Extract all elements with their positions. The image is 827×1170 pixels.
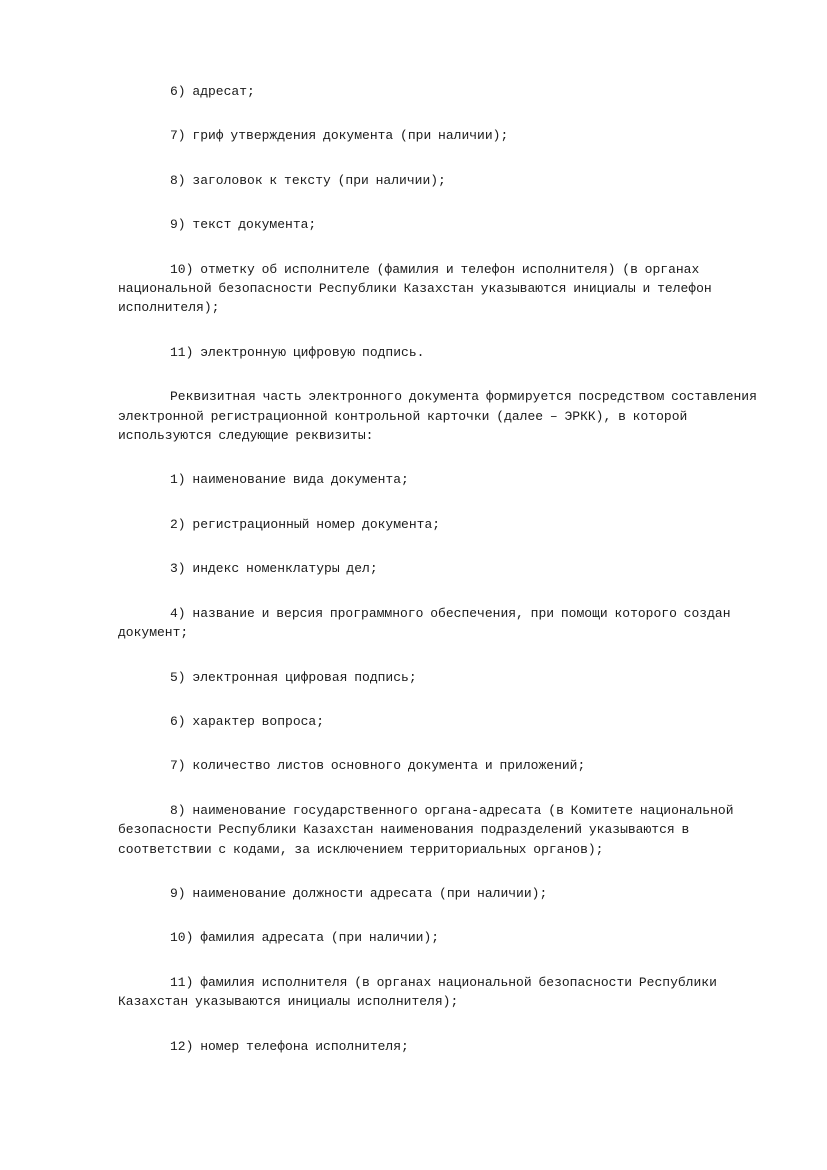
paragraph-requisite-10: 10) фамилия адресата (при наличии); <box>170 930 440 946</box>
paragraph-requisite-2: 2) регистрационный номер документа; <box>170 516 441 532</box>
document-body <box>118 82 768 1081</box>
paragraph-requisite-5: 5) электронная цифровая подпись; <box>170 669 417 685</box>
paragraph-item-8-text-heading: 8) заголовок к тексту (при наличии); <box>170 172 446 188</box>
paragraph-requisite-3: 3) индекс номенклатуры дел; <box>170 561 378 577</box>
paragraph-requisite-6: 6) характер вопроса; <box>170 713 325 729</box>
paragraph-requisite-8: 8) наименование государственного органа-адресата (в Комитете национальной безопасности Республики Казахстан наименования подразделений указываются в соответствии с кодами, за исключением территориальных органов); <box>118 802 734 857</box>
paragraph-item-11-digital-signature: 11) электронную цифровую подпись. <box>170 344 425 360</box>
paragraph-item-7-approval-stamp: 7) гриф утверждения документа (при наличии); <box>170 128 509 144</box>
paragraph-item-9-document-text: 9) текст документа; <box>170 217 317 233</box>
paragraph-requisite-12: 12) номер телефона исполнителя; <box>170 1038 409 1054</box>
paragraph-requisites-intro: Реквизитная часть электронного документа формируется посредством составления электронной регистрационной контрольной карточки (далее – ЭРКК), в которой используются следующие реквизиты: <box>118 389 757 444</box>
paragraph-item-10-executor-mark: 10) отметку об исполнителе (фамилия и телефон исполнителя) (в органах национальной безопасности Республики Казахстан указываются инициалы и телефон исполнителя); <box>118 261 712 316</box>
paragraph-requisite-11: 11) фамилия исполнителя (в органах национальной безопасности Республики Казахстан указываются инициалы исполнителя); <box>118 974 717 1010</box>
paragraph-requisite-9: 9) наименование должности адресата (при наличии); <box>170 885 548 901</box>
paragraph-requisite-4: 4) название и версия программного обеспечения, при помощи которого создан документ; <box>118 605 731 641</box>
paragraph-requisite-7: 7) количество листов основного документа и приложений; <box>170 758 586 774</box>
paragraph-item-6-addressee: 6) адресат; <box>170 84 255 99</box>
paragraph-requisite-1: 1) наименование вида документа; <box>170 472 409 488</box>
